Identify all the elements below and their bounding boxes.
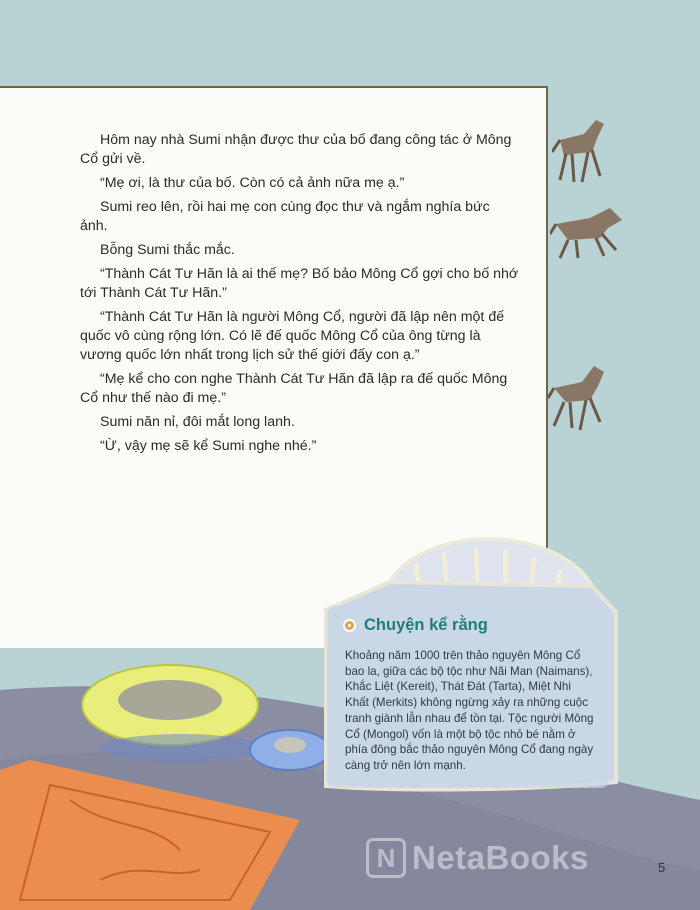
story-paragraph: “Thành Cát Tư Hãn là người Mông Cổ, người đã lập nên một đế quốc vô cùng rộng lớn. Có lẽ đế quốc Mông Cổ của ông từng là vương quốc lớn nhất trong lịch sử thế giới đấy con ạ.” — [80, 309, 505, 363]
story-text — [80, 131, 520, 461]
story-paragraph: “Thành Cát Tư Hãn là ai thế mẹ? Bố bảo Mông Cổ gợi cho bố nhớ tới Thành Cát Tư Hãn.” — [80, 266, 519, 301]
watermark-text: NetaBooks — [412, 839, 589, 876]
story-paragraph: Hôm nay nhà Sumi nhận được thư của bố đang công tác ở Mông Cổ gửi về. — [80, 132, 512, 167]
page-number: 5 — [658, 860, 666, 875]
horse-icon — [550, 198, 628, 260]
story-paragraph: “Ừ, vậy mẹ sẽ kể Sumi nghe nhé.” — [100, 438, 317, 454]
story-paragraph: “Mẹ kể cho con nghe Thành Cát Tư Hãn đã lập ra đế quốc Mông Cổ như thế nào đi mẹ.” — [80, 371, 508, 406]
story-paragraph: “Mẹ ơi, là thư của bố. Còn có cả ảnh nữa mẹ ạ.” — [100, 175, 405, 191]
story-paragraph: Bỗng Sumi thắc mắc. — [100, 242, 235, 258]
circle-badge-icon — [343, 619, 356, 632]
story-paragraph: Sumi reo lên, rồi hai mẹ con cùng đọc thư và ngắm nghía bức ảnh. — [80, 199, 490, 234]
info-box — [327, 606, 609, 788]
horse-icon — [548, 352, 608, 432]
info-body: Khoảng năm 1000 trên thảo nguyên Mông Cổ bao la, giữa các bộ tộc như Nãi Man (Naimans), Khắc Liệt (Kereit), Thát Đát (Tarta), Miệt Nhi Khất (Merkits) không ngừng xảy ra những cuộc tranh giành lẫn nhau để tồn tại. Tộc người Mông Cổ (Mongol) vốn là một bộ tộc nhỏ bé nằm ở phía đông bắc thảo nguyên Mông Cổ đang ngày càng trở nên lớn mạnh. — [345, 649, 594, 772]
info-title-row — [343, 616, 488, 635]
story-paragraph: Sumi năn nỉ, đôi mắt long lanh. — [100, 414, 295, 430]
horse-icon — [552, 110, 608, 190]
info-title: Chuyện kể rằng — [364, 616, 488, 634]
publisher-watermark — [366, 838, 589, 878]
publisher-logo-icon: N — [366, 838, 406, 878]
